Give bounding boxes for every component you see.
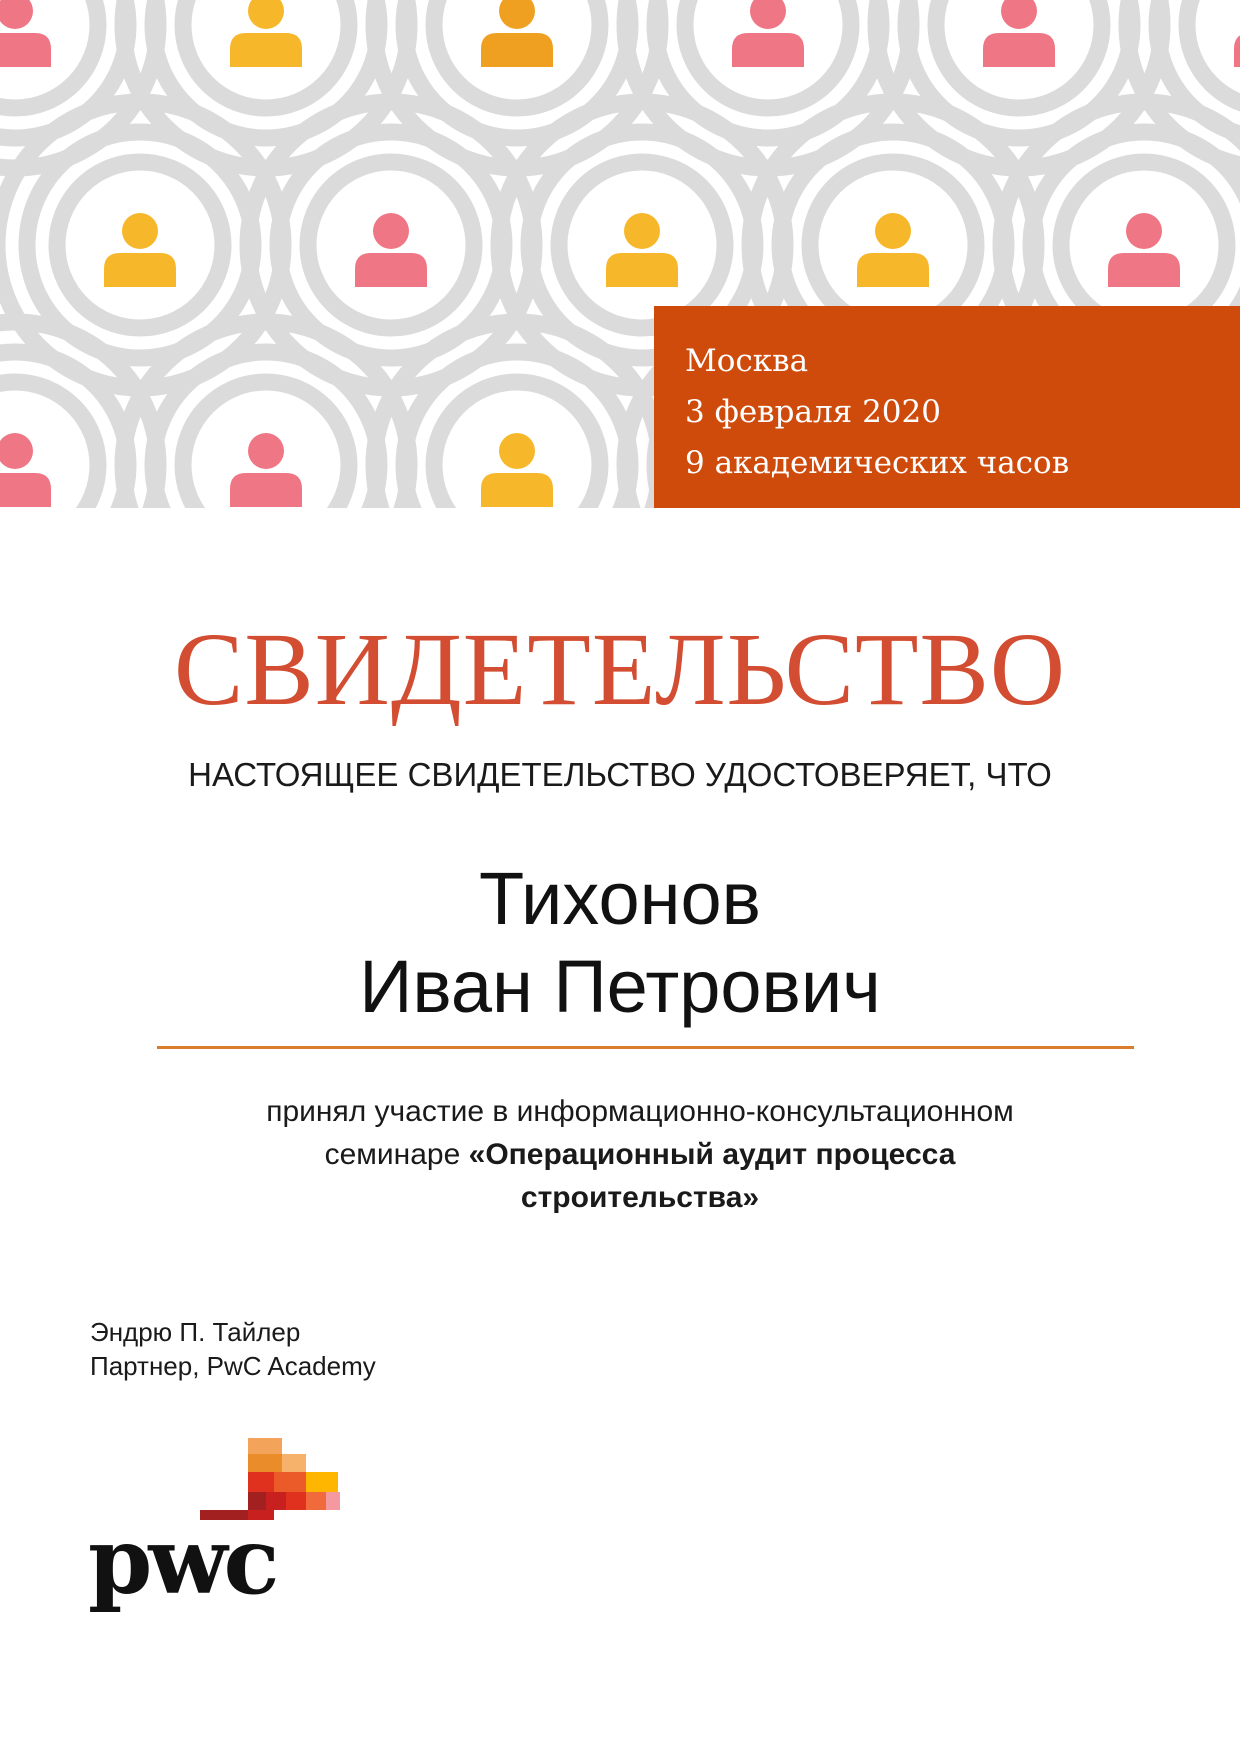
event-hours: 9 академических часов <box>685 445 1070 481</box>
person-icon <box>481 433 553 507</box>
signer-position: Партнер, PwC Academy <box>90 1351 376 1381</box>
person-icon <box>230 433 302 507</box>
signer-name: Эндрю П. Тайлер <box>90 1317 301 1347</box>
event-info-box <box>654 306 1240 508</box>
person-icon <box>1234 0 1240 67</box>
event-city: Москва <box>685 343 809 379</box>
person-icon <box>732 0 804 67</box>
person-icon <box>230 0 302 67</box>
recipient-first-names: Иван Петрович <box>359 945 881 1028</box>
description-prefix: семинаре <box>324 1138 469 1171</box>
certificate-subtitle: НАСТОЯЩЕЕ СВИДЕТЕЛЬСТВО УДОСТОВЕРЯЕТ, ЧТО <box>188 756 1052 793</box>
person-icon <box>0 433 51 507</box>
person-icon <box>606 213 678 287</box>
seminar-title-part-2: строительства» <box>520 1181 760 1214</box>
person-icon <box>983 0 1055 67</box>
pwc-logo <box>88 1438 340 1634</box>
recipient-last-name: Тихонов <box>479 857 761 940</box>
person-icon <box>104 213 176 287</box>
seminar-title-part-1: «Операционный аудит процесса <box>468 1138 956 1171</box>
person-icon <box>355 213 427 287</box>
name-underline <box>157 1046 1134 1049</box>
description-line-2 <box>140 1133 1140 1176</box>
participation-description <box>140 1090 1140 1219</box>
pwc-wordmark: pwc <box>88 1507 276 1615</box>
person-icon <box>1108 213 1180 287</box>
person-icon <box>0 0 51 67</box>
signer-block <box>90 1315 376 1383</box>
person-icon <box>857 213 929 287</box>
recipient-name <box>0 855 1240 1031</box>
certificate-title: СВИДЕТЕЛЬСТВО <box>173 612 1067 727</box>
description-line-1: принял участие в информационно-консультационном <box>266 1095 1014 1128</box>
person-icon <box>481 0 553 67</box>
event-date: 3 февраля 2020 <box>685 394 941 430</box>
